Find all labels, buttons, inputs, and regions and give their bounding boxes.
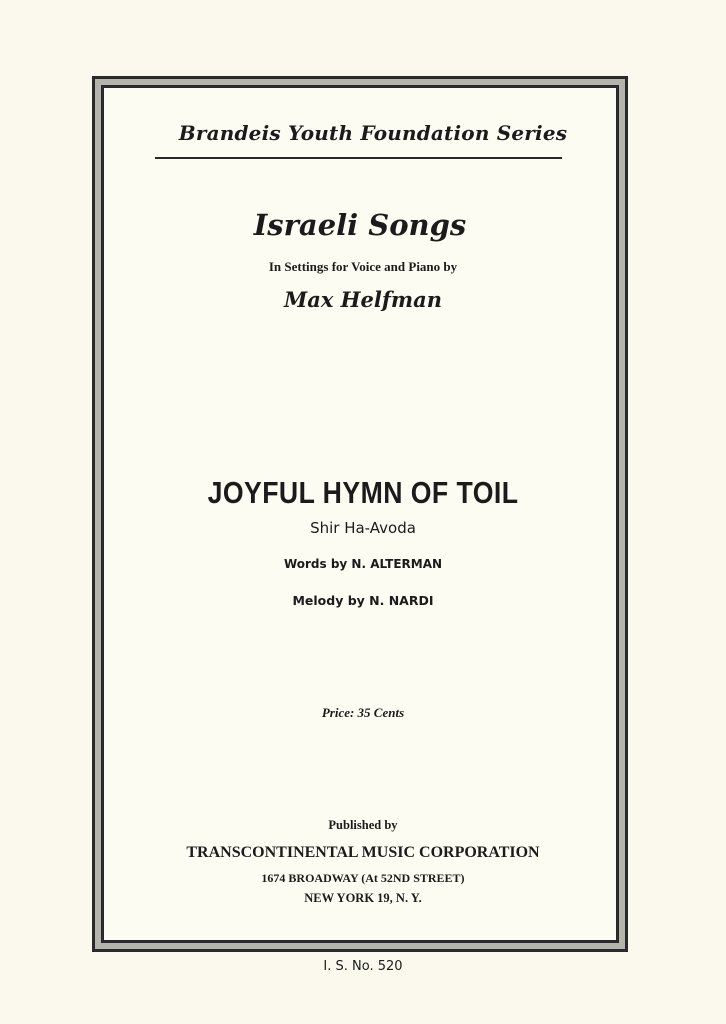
price-label: Price: 35 Cents	[321, 705, 405, 720]
collection-title: Israeli Songs	[253, 208, 467, 242]
published-by-label: Published by	[328, 818, 398, 832]
series-title: Brandeis Youth Foundation Series	[178, 121, 568, 145]
arranger-name: Max Helfman	[284, 287, 442, 312]
publisher-address: 1674 BROADWAY (At 52ND STREET)	[261, 871, 465, 885]
publisher-name: TRANSCONTINENTAL MUSIC CORPORATION	[186, 844, 540, 861]
song-title: JOYFUL HYMN OF TOIL	[207, 475, 519, 510]
publisher-city: NEW YORK 19, N. Y.	[304, 891, 422, 905]
words-credit: Words by N. ALTERMAN	[283, 557, 443, 571]
series-underline	[155, 157, 562, 159]
settings-line: In Settings for Voice and Piano by	[268, 259, 458, 274]
song-subtitle: Shir Ha-Avoda	[310, 519, 416, 537]
melody-credit: Melody by N. NARDI	[292, 593, 434, 608]
catalog-number: I. S. No. 520	[323, 959, 403, 974]
